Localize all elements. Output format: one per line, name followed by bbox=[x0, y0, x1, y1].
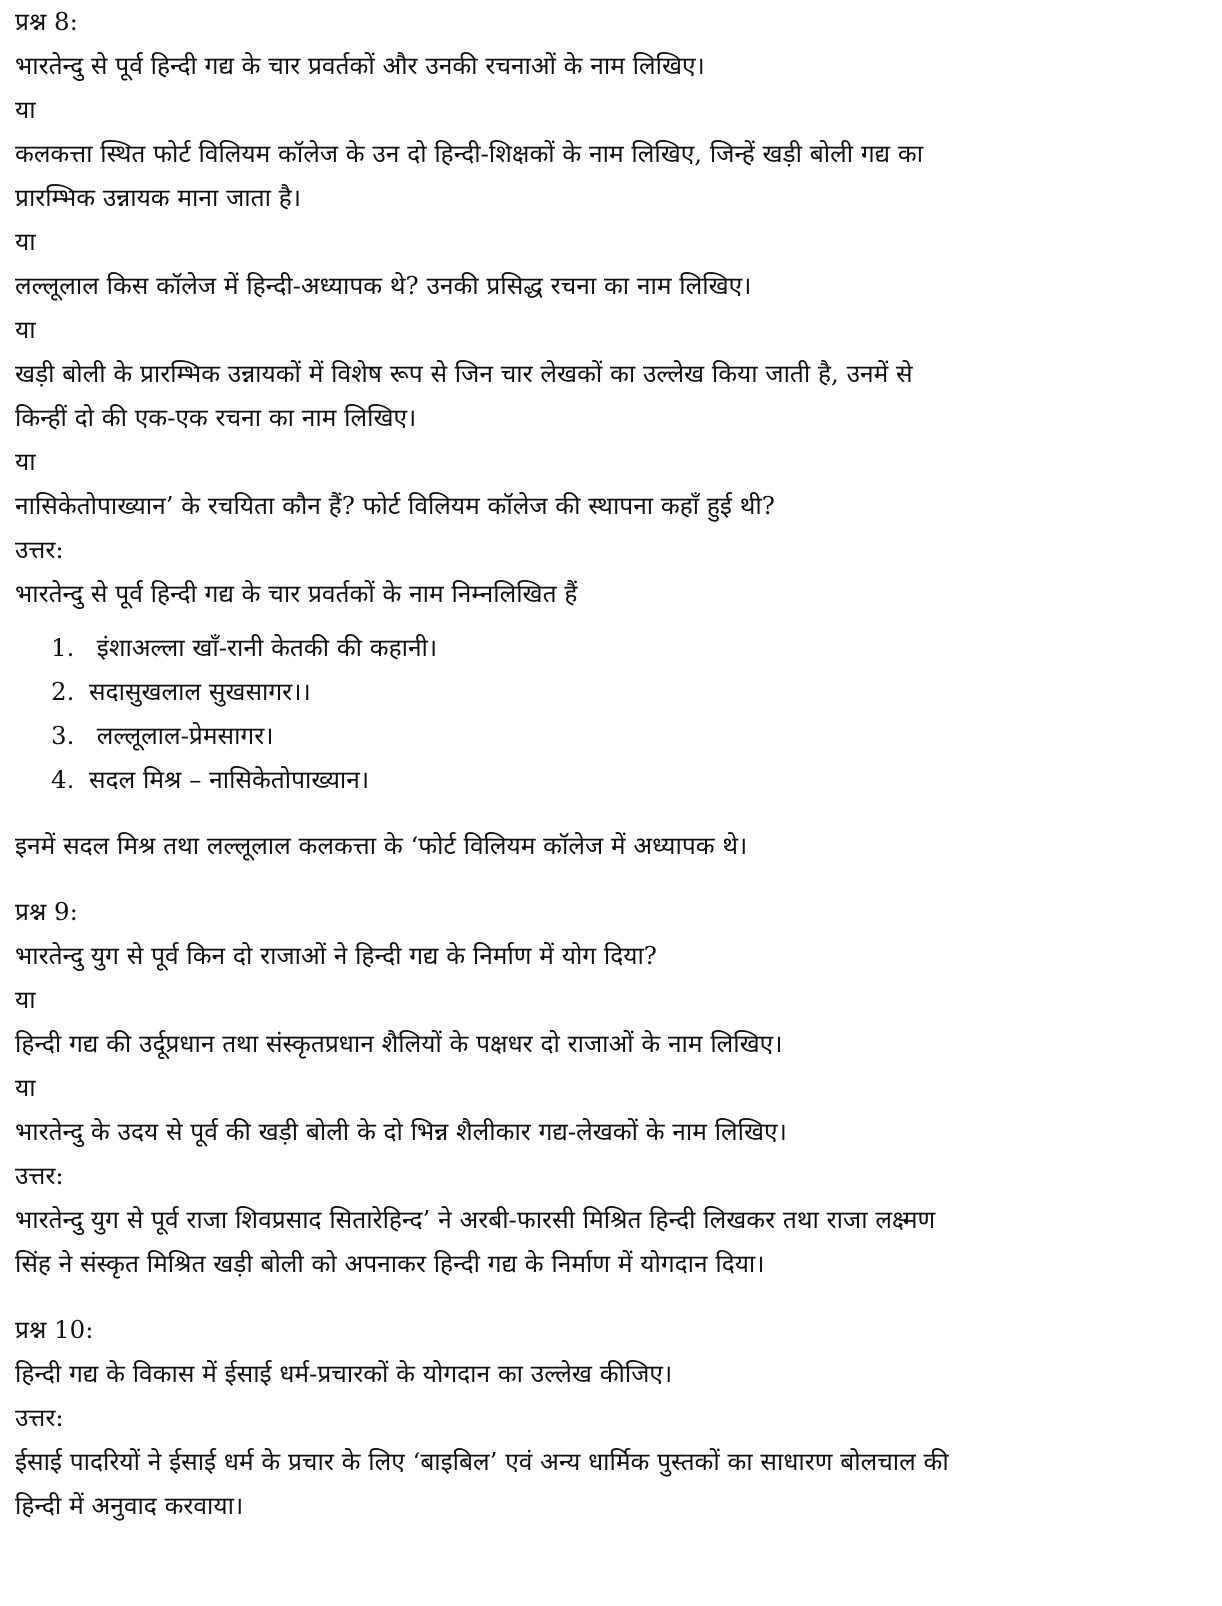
question-heading: प्रश्न 9: bbox=[15, 897, 78, 926]
question-text: किन्हीं दो की एक-एक रचना का नाम लिखिए। bbox=[15, 403, 417, 432]
question-text: नासिकेतोपाख्यान’ के रचयिता कौन हैं? फोर्ट विलियम कॉलेज की स्थापना कहाँ हुई थी? bbox=[15, 491, 775, 520]
list-item bbox=[51, 714, 1208, 758]
list-number: 3. bbox=[51, 721, 75, 750]
answer-outro: इनमें सदल मिश्र तथा लल्लूलाल कलकत्ता के ‘फोर्ट विलियम कॉलेज में अध्यापक थे। bbox=[15, 831, 748, 860]
or-separator: या bbox=[15, 985, 36, 1014]
question-heading: प्रश्न 8: bbox=[15, 7, 78, 36]
answer-text: ईसाई पादरियों ने ईसाई धर्म के प्रचार के लिए ‘बाइबिल’ एवं अन्य धार्मिक पुस्तकों का साधारण बोलचाल की bbox=[15, 1447, 949, 1476]
list-number: 4. bbox=[51, 765, 75, 794]
list-text: सदासुखलाल सुखसागर।। bbox=[89, 677, 311, 706]
list-item bbox=[51, 626, 1208, 670]
question-text: लल्लूलाल किस कॉलेज में हिन्दी-अध्यापक थे? उनकी प्रसिद्ध रचना का नाम लिखिए। bbox=[15, 271, 752, 300]
question-text: कलकत्ता स्थित फोर्ट विलियम कॉलेज के उन दो हिन्दी-शिक्षकों के नाम लिखिए, जिन्हें खड़ी बोली गद्य का bbox=[15, 139, 924, 168]
question-10 bbox=[15, 1308, 1208, 1528]
question-text: प्रारम्भिक उन्नायक माना जाता है। bbox=[15, 183, 302, 212]
question-9 bbox=[15, 890, 1208, 1286]
answer-label: उत्तर: bbox=[15, 1403, 64, 1432]
answer-text: सिंह ने संस्कृत मिश्रित खड़ी बोली को अपनाकर हिन्दी गद्य के निर्माण में योगदान दिया। bbox=[15, 1249, 765, 1278]
answer-label: उत्तर: bbox=[15, 535, 64, 564]
list-number: 2. bbox=[51, 677, 75, 706]
or-separator: या bbox=[15, 447, 36, 476]
question-text: हिन्दी गद्य की उर्दूप्रधान तथा संस्कृतप्रधान शैलियों के पक्षधर दो राजाओं के नाम लिखिए। bbox=[15, 1029, 783, 1058]
answer-intro: भारतेन्दु से पूर्व हिन्दी गद्य के चार प्रवर्तकों के नाम निम्नलिखित हैं bbox=[15, 579, 578, 608]
list-text: सदल मिश्र – नासिकेतोपाख्यान। bbox=[89, 765, 370, 794]
question-8 bbox=[15, 0, 1208, 868]
question-text: भारतेन्दु से पूर्व हिन्दी गद्य के चार प्रवर्तकों और उनकी रचनाओं के नाम लिखिए। bbox=[15, 51, 705, 80]
list-number: 1. bbox=[51, 633, 75, 662]
question-text: भारतेन्दु युग से पूर्व किन दो राजाओं ने हिन्दी गद्य के निर्माण में योग दिया? bbox=[15, 941, 657, 970]
list-item bbox=[51, 670, 1208, 714]
or-separator: या bbox=[15, 95, 36, 124]
list-item bbox=[51, 758, 1208, 802]
list-text: लल्लूलाल-प्रेमसागर। bbox=[96, 721, 274, 750]
question-text: खड़ी बोली के प्रारम्भिक उन्नायकों में विशेष रूप से जिन चार लेखकों का उल्लेख किया जाती है, उनमें से bbox=[15, 359, 913, 388]
list-text: इंशाअल्ला खाँ-रानी केतकी की कहानी। bbox=[96, 633, 438, 662]
answer-text: हिन्दी में अनुवाद करवाया। bbox=[15, 1491, 244, 1520]
answer-list bbox=[15, 626, 1208, 802]
answer-text: भारतेन्दु युग से पूर्व राजा शिवप्रसाद सितारेहिन्द’ ने अरबी-फारसी मिश्रित हिन्दी लिखकर तथा राजा लक्ष्मण bbox=[15, 1205, 936, 1234]
answer-label: उत्तर: bbox=[15, 1161, 64, 1190]
or-separator: या bbox=[15, 227, 36, 256]
or-separator: या bbox=[15, 1073, 36, 1102]
question-text: भारतेन्दु के उदय से पूर्व की खड़ी बोली के दो भिन्न शैलीकार गद्य-लेखकों के नाम लिखिए। bbox=[15, 1117, 787, 1146]
or-separator: या bbox=[15, 315, 36, 344]
question-text: हिन्दी गद्य के विकास में ईसाई धर्म-प्रचारकों के योगदान का उल्लेख कीजिए। bbox=[15, 1359, 673, 1388]
question-heading: प्रश्न 10: bbox=[15, 1315, 94, 1344]
